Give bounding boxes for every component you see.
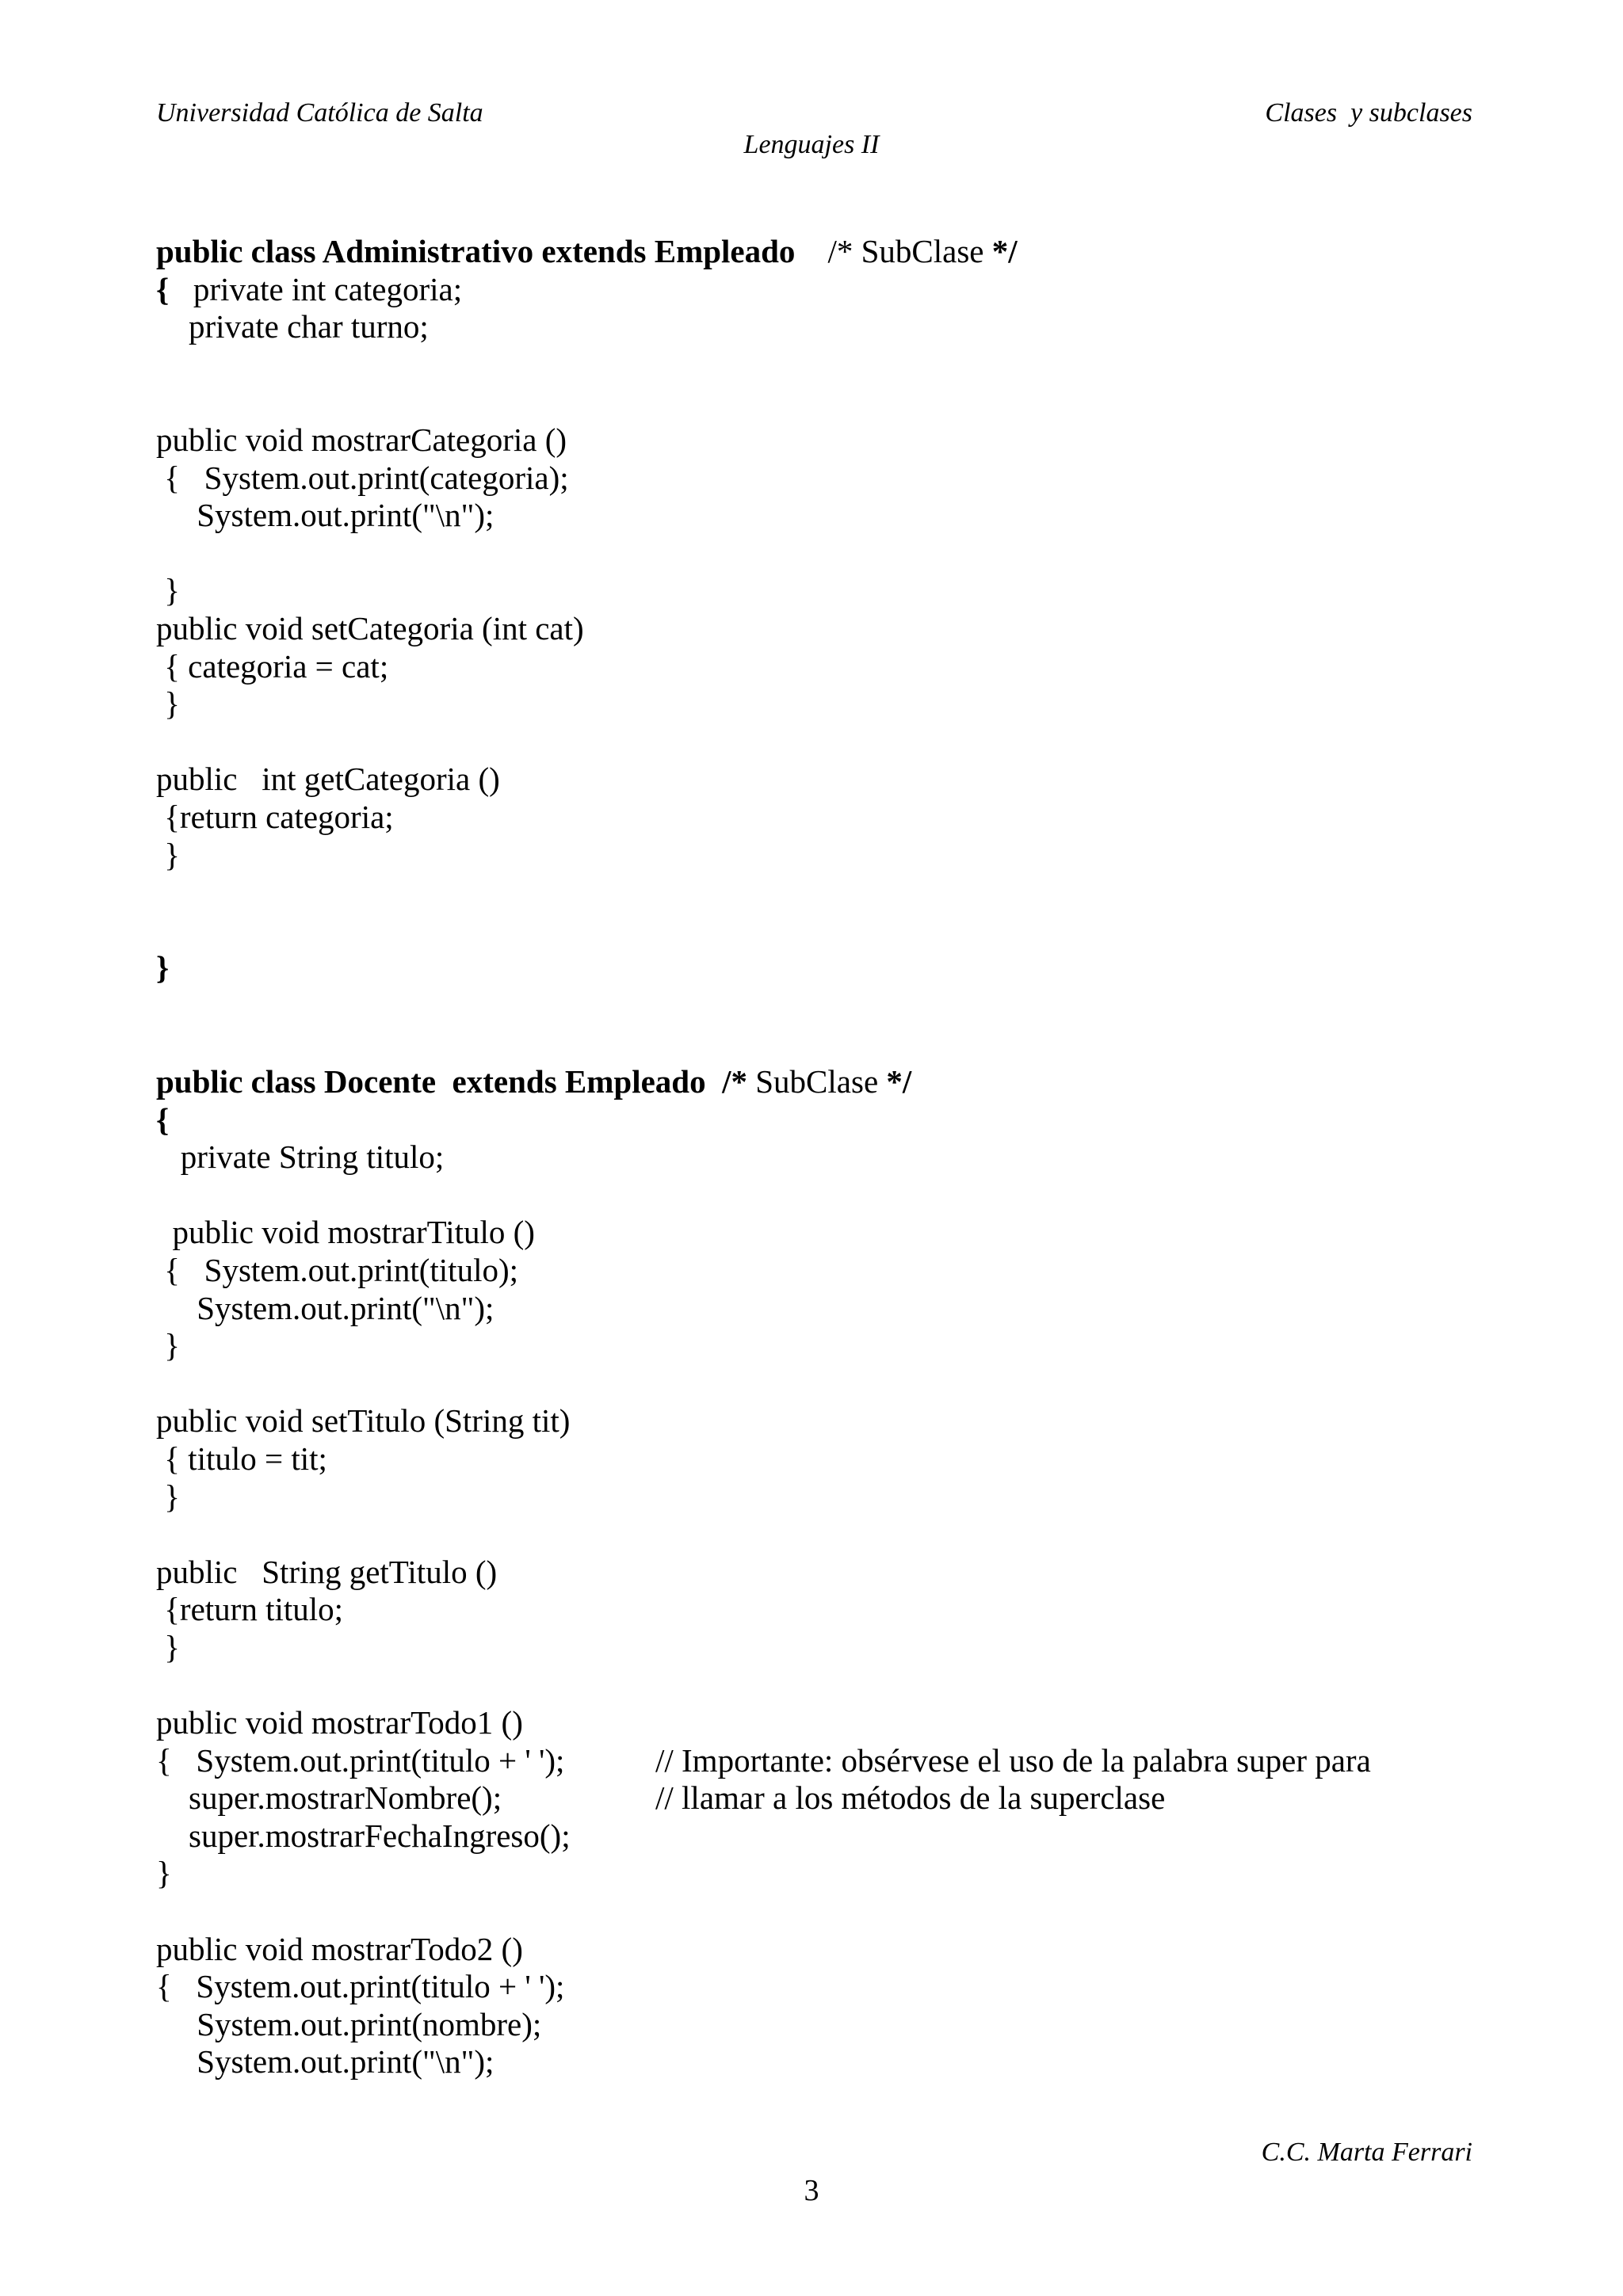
class-administrativo-code xyxy=(156,233,1503,987)
code-line: } xyxy=(156,1628,180,1665)
code-line: {return titulo; xyxy=(156,1591,344,1628)
code-line: } xyxy=(156,1478,180,1515)
code-line: public String getTitulo () xyxy=(156,1553,498,1590)
blank-line xyxy=(156,874,1503,912)
blank-line xyxy=(156,1177,1503,1215)
code-line: } xyxy=(156,949,170,986)
class-declaration-comment-end: */ xyxy=(991,233,1018,269)
code-line: { System.out.print(titulo); xyxy=(156,1251,519,1288)
class-declaration-comment: /* SubClase xyxy=(795,233,992,269)
code-line: {return categoria; xyxy=(156,798,394,835)
code-comment: // llamar a los métodos de la superclase xyxy=(655,1779,1166,1817)
code-line: public void setTitulo (String tit) xyxy=(156,1402,571,1440)
code-line xyxy=(156,1742,1503,1780)
blank-line xyxy=(156,1516,1503,1554)
code-line: { System.out.print(categoria); xyxy=(156,459,569,496)
code-line: { titulo = tit; xyxy=(156,1440,327,1477)
code-line: } xyxy=(156,1855,172,1892)
header-course: Lenguajes II xyxy=(743,130,880,159)
page-number: 3 xyxy=(804,2174,819,2207)
code-brace: { xyxy=(156,270,170,307)
header-topic: Clases y subclases xyxy=(1265,98,1472,128)
code-line: private char turno; xyxy=(156,308,429,345)
code-line: public void mostrarCategoria () xyxy=(156,421,567,458)
code-line: { System.out.print(titulo + ' '); xyxy=(156,1968,565,2005)
blank-line xyxy=(156,535,1503,573)
code-line: { xyxy=(156,1100,170,1138)
code-line: public void mostrarTodo2 () xyxy=(156,1930,523,1967)
code-line: private String titulo; xyxy=(156,1138,445,1176)
code-line: } xyxy=(156,685,180,723)
code-line: public void setCategoria (int cat) xyxy=(156,609,584,646)
code-line: super.mostrarFechaIngreso(); xyxy=(156,1817,571,1854)
blank-line xyxy=(156,346,1503,384)
class-declaration xyxy=(156,1063,1503,1101)
code-line: } xyxy=(156,572,180,609)
code-line: } xyxy=(156,1327,180,1364)
code-line: public void mostrarTitulo () xyxy=(156,1214,535,1251)
blank-line xyxy=(156,383,1503,421)
blank-line xyxy=(156,912,1503,950)
code-line: System.out.print("\n"); xyxy=(156,1289,495,1326)
footer-author: C.C. Marta Ferrari xyxy=(1261,2138,1472,2167)
blank-line xyxy=(156,1893,1503,1931)
code-text: private int categoria; xyxy=(169,270,463,307)
header-university: Universidad Católica de Salta xyxy=(156,98,483,128)
blank-line xyxy=(156,1667,1503,1705)
blank-line xyxy=(156,1365,1503,1403)
class-declaration xyxy=(156,233,1503,271)
code-text: { System.out.print(titulo + ' '); xyxy=(156,1741,565,1779)
class-declaration-comment: SubClase xyxy=(747,1063,887,1100)
class-docente-body xyxy=(156,1101,1503,2081)
code-line: System.out.print("\n"); xyxy=(156,497,495,534)
code-line: public void mostrarTodo1 () xyxy=(156,1704,523,1741)
code-line: System.out.print(nombre); xyxy=(156,2005,542,2042)
class-declaration-keyword: public class Docente extends Empleado /* xyxy=(156,1063,747,1100)
code-line: System.out.print("\n"); xyxy=(156,2043,495,2081)
class-docente-code xyxy=(156,1063,1503,2081)
code-line: { categoria = cat; xyxy=(156,647,389,685)
code-line: public int getCategoria () xyxy=(156,761,500,798)
code-text: super.mostrarNombre(); xyxy=(156,1779,502,1817)
class-administrativo-body xyxy=(156,271,1503,987)
code-line: } xyxy=(156,836,180,873)
code-line xyxy=(156,271,1503,309)
class-declaration-comment-end: */ xyxy=(886,1063,912,1100)
code-comment: // Importante: obsérvese el uso de la palabra super para xyxy=(655,1741,1371,1779)
class-declaration-keyword: public class Administrativo extends Empleado xyxy=(156,233,796,269)
code-line xyxy=(156,1779,1503,1817)
blank-line xyxy=(156,723,1503,761)
